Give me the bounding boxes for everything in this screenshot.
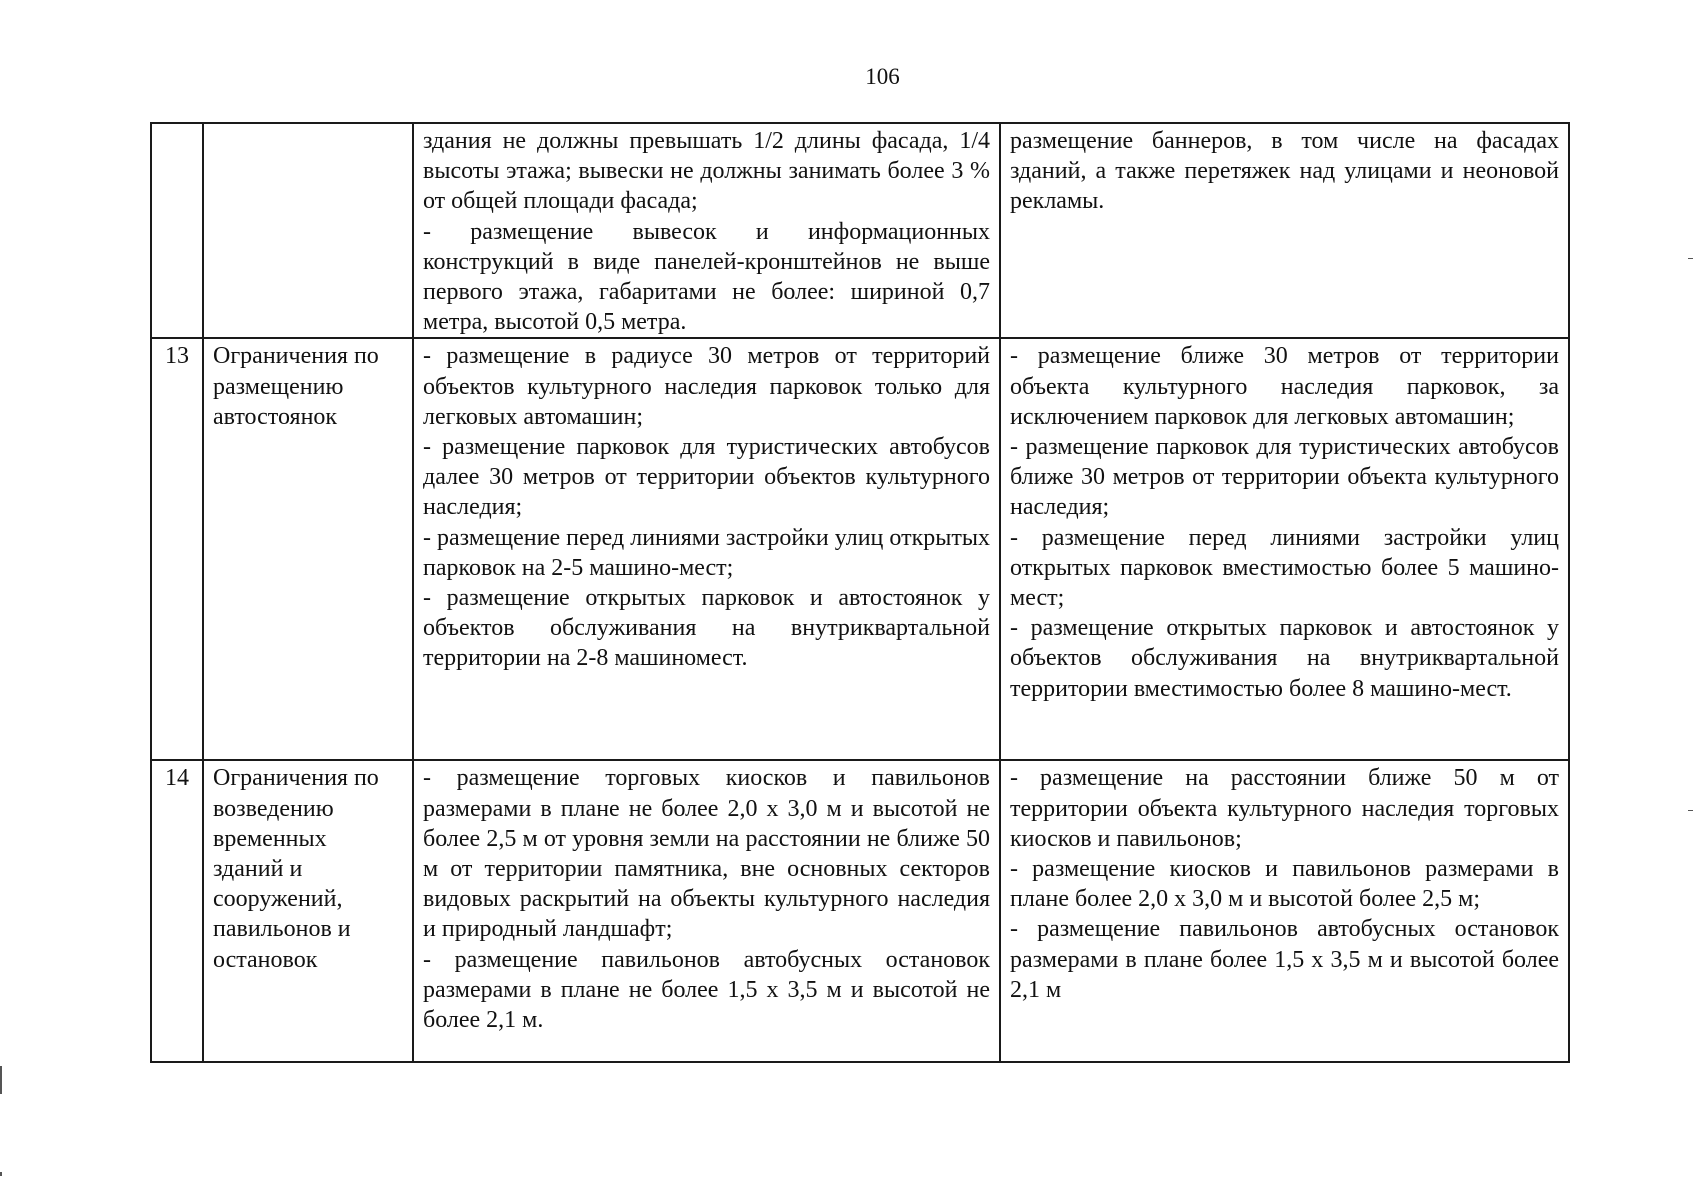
forbidden-paragraph: - размещение парковок для туристических автобусов ближе 30 метров от территории объекта культурного наследия; bbox=[1010, 434, 1559, 521]
forbidden-cell bbox=[1000, 123, 1569, 338]
allowed-paragraph: - размещение торговых киосков и павильонов размерами в плане не более 2,0 х 3,0 м и высотой не более 2,5 м от уровня земли на расстоянии не ближе 50 м от территории памятника, вне основных секторов видовых раскрытий на объекты культурного наследия и природный ландшафт; bbox=[423, 765, 990, 943]
allowed-paragraph: - размещение вывесок и информационных конструкций в виде панелей-кронштейнов не выше первого этажа, габаритами не более: шириной 0,7 метра, высотой 0,5 метра. bbox=[423, 218, 990, 336]
forbidden-paragraph: - размещение открытых парковок и автостоянок у объектов обслуживания на внутриквартальной территории вместимостью более 8 машино-мест. bbox=[1010, 615, 1559, 702]
row-number-cell: 14 bbox=[151, 760, 203, 1062]
row-number-cell: 13 bbox=[151, 338, 203, 760]
restriction-name-cell bbox=[203, 123, 413, 338]
allowed-paragraph: - размещение павильонов автобусных остановок размерами в плане не более 1,5 х 3,5 м и высотой не более 2,1 м. bbox=[423, 946, 990, 1034]
allowed-paragraph: - размещение перед линиями застройки улиц открытых парковок на 2-5 машино-мест; bbox=[423, 524, 990, 581]
forbidden-paragraph: размещение баннеров, в том числе на фасадах зданий, а также перетяжек над улицами и неоновой рекламы. bbox=[1010, 128, 1559, 215]
forbidden-paragraph: - размещение на расстоянии ближе 50 м от территории объекта культурного наследия торговых киосков и павильонов; bbox=[1010, 765, 1559, 852]
allowed-paragraph: - размещение в радиусе 30 метров от территорий объектов культурного наследия парковок только для легковых автомашин; bbox=[423, 343, 990, 430]
forbidden-cell bbox=[1000, 760, 1569, 1062]
restrictions-table bbox=[150, 122, 1570, 1063]
table-row bbox=[151, 760, 1569, 1062]
row-number-cell bbox=[151, 123, 203, 338]
scan-artifact bbox=[0, 1066, 2, 1094]
scan-artifact bbox=[0, 1172, 2, 1176]
forbidden-paragraph: - размещение павильонов автобусных остановок размерами в плане более 1,5 х 3,5 м и высотой более 2,1 м bbox=[1010, 916, 1559, 1003]
forbidden-paragraph: - размещение перед линиями застройки улиц открытых парковок вместимостью более 5 машино-мест; bbox=[1010, 524, 1559, 612]
restriction-name-cell: Ограничения по размещению автостоянок bbox=[203, 338, 413, 760]
forbidden-cell bbox=[1000, 338, 1569, 760]
allowed-paragraph: - размещение открытых парковок и автостоянок у объектов обслуживания на внутриквартальной территории на 2-8 машиномест. bbox=[423, 585, 990, 672]
scan-artifact bbox=[1688, 810, 1693, 811]
table-row bbox=[151, 338, 1569, 760]
allowed-cell bbox=[413, 760, 1000, 1062]
table-row bbox=[151, 123, 1569, 338]
scan-artifact bbox=[1688, 258, 1693, 259]
forbidden-paragraph: - размещение ближе 30 метров от территории объекта культурного наследия парковок, за исключением парковок для легковых автомашин; bbox=[1010, 343, 1559, 430]
restriction-name-cell: Ограничения по возведению временных зданий и сооружений, павильонов и остановок bbox=[203, 760, 413, 1062]
allowed-cell bbox=[413, 123, 1000, 338]
allowed-paragraph: здания не должны превышать 1/2 длины фасада, 1/4 высоты этажа; вывески не должны занимать более 3 % от общей площади фасада; bbox=[423, 128, 990, 215]
forbidden-paragraph: - размещение киосков и павильонов размерами в плане более 2,0 х 3,0 м и высотой более 2,5 м; bbox=[1010, 856, 1559, 913]
page-number: 106 bbox=[865, 64, 900, 89]
allowed-cell bbox=[413, 338, 1000, 760]
allowed-paragraph: - размещение парковок для туристических автобусов далее 30 метров от территории объектов культурного наследия; bbox=[423, 434, 990, 521]
